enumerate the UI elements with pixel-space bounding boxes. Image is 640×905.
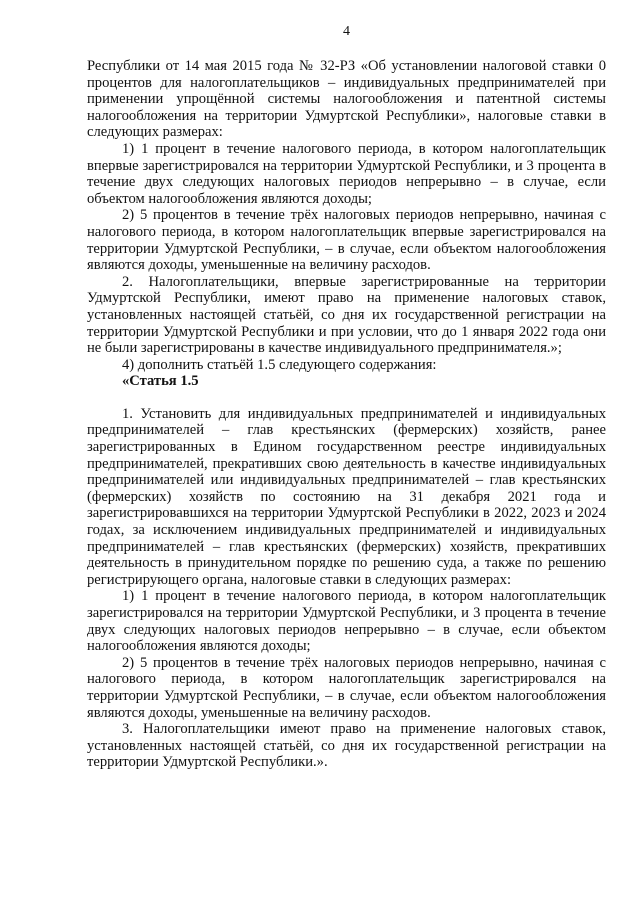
paragraph-amendment-4: 4) дополнить статьёй 1.5 следующего содержания:: [122, 356, 437, 373]
article-heading: «Статья 1.5: [122, 373, 199, 390]
article-point-1: 1. Установить для индивидуальных предпринимателей и индивидуальных предпринимателей – глав крестьянских (фермерских) хозяйств, ранее зарегистрированных в Едином государственном реестре индивидуальных предпринимателей, прекративших свою деятельность в качестве индивидуальных предпринимателей или индивидуальных предпринимателей – глав крестьянских (фермерских) хозяйств по состоянию на 31 декабря 2021 года и зарегистрировавшихся на территории Удмуртской Республики в 2022, 2023 и 2024 годах, за исключением индивидуальных предпринимателей и индивидуальных предпринимателей – глав крестьянских (фермерских) хозяйств, прекративших деятельность в принудительном порядке по решению суда, а также по решению регистрирующего органа, налоговые ставки в следующих размерах:: [87, 405, 606, 588]
article-item-2: 2) 5 процентов в течение трёх налоговых периодов непрерывно, начиная с налогового периода, в котором налогоплательщик зарегистрировался на территории Удмуртской Республики, – в случае, если объектом налогообложения являются доходы, уменьшенные на величину расходов.: [87, 654, 606, 721]
paragraph-continuation: Республики от 14 мая 2015 года № 32-РЗ «Об установлении налоговой ставки 0 процентов для налогоплательщиков – индивидуальных предпринимателей при применении упрощённой системы налогообложения и патентной системы налогообложения на территории Удмуртской Республики», налоговые ставки в следующих размерах:: [87, 58, 606, 141]
paragraph-item-1: 1) 1 процент в течение налогового периода, в котором налогоплательщик впервые зарегистрировался на территории Удмуртской Республики, и 3 процента в течение двух следующих налоговых периодов непрерывно – в случае, если объектом налогообложения являются доходы;: [87, 140, 606, 207]
article-point-3: 3. Налогоплательщики имеют право на применение налоговых ставок, установленных настоящей статьёй, со дня их государственной регистрации на территории Удмуртской Республики.».: [87, 721, 606, 771]
page-number: 4: [343, 24, 350, 39]
document-page: [87, 22, 606, 771]
paragraph-item-2: 2) 5 процентов в течение трёх налоговых периодов непрерывно, начиная с налогового периода, в котором налогоплательщик впервые зарегистрировался на территории Удмуртской Республики, – в случае, если объектом налогообложения являются доходы, уменьшенные на величину расходов.: [87, 207, 606, 274]
article-item-1: 1) 1 процент в течение налогового периода, в котором налогоплательщик зарегистрировался на территории Удмуртской Республики, и 3 процента в течение двух следующих налоговых периодов непрерывно – в случае, если объектом налогообложения являются доходы;: [87, 588, 606, 655]
paragraph-point-2: 2. Налогоплательщики, впервые зарегистрированные на территории Удмуртской Республики, имеют право на применение налоговых ставок, установленных настоящей статьёй, со дня их государственной регистрации на территории Удмуртской Республики и при условии, что до 1 января 2022 года они не были зарегистрированы в качестве индивидуального предпринимателя.»;: [87, 273, 606, 357]
spacer: [87, 390, 606, 406]
